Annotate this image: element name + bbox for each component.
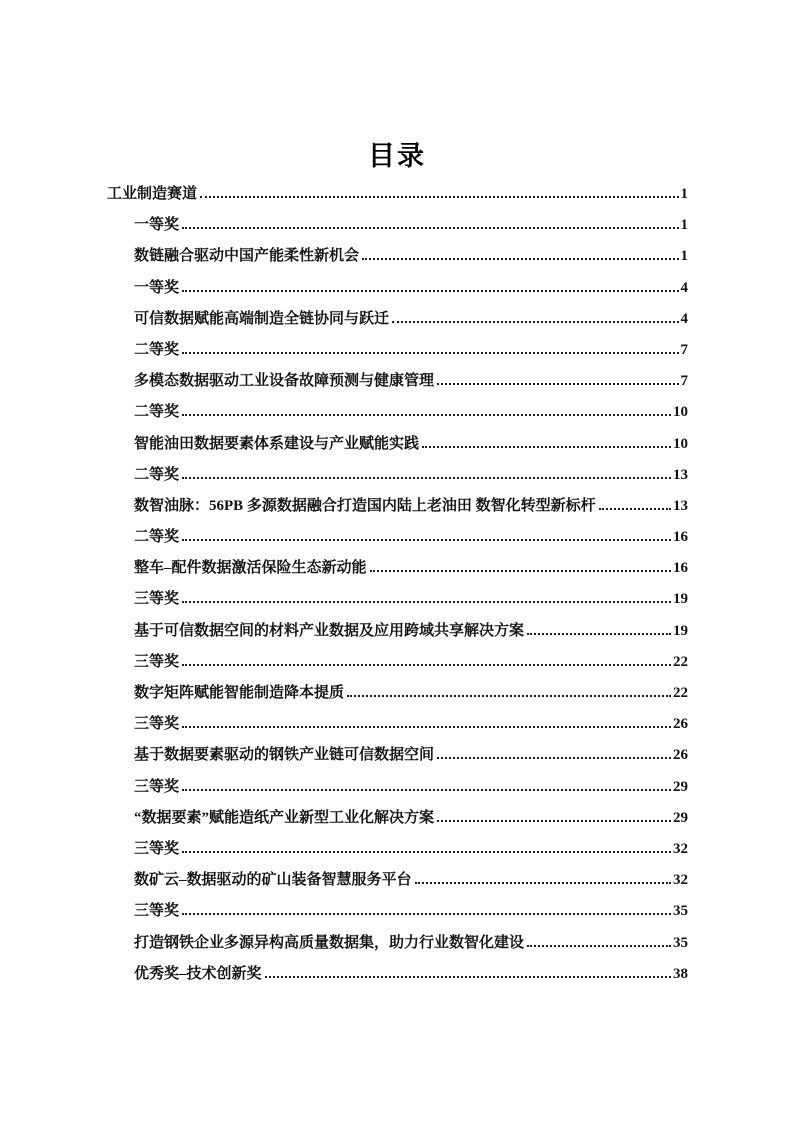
toc-entry[interactable] [107, 683, 688, 714]
toc-entry-label: 二等奖 [134, 529, 180, 546]
toc-entry-label: “数据要素”赋能造纸产业新型工业化解决方案 [134, 809, 435, 826]
toc-entry-page: 1 [680, 248, 688, 265]
toc-entry-page: 7 [680, 373, 688, 390]
toc-entry[interactable] [107, 808, 688, 839]
toc-entry[interactable] [107, 402, 688, 433]
toc-entry-label: 优秀奖–技术创新奖 [134, 965, 262, 982]
toc-entry[interactable] [107, 901, 688, 932]
dot-leader [182, 414, 671, 416]
toc-entry[interactable] [107, 839, 688, 870]
toc-entry-page: 1 [680, 217, 688, 234]
toc-entry[interactable] [107, 309, 688, 340]
toc-entry-label: 三等奖 [134, 591, 180, 608]
toc-entry[interactable] [107, 589, 688, 620]
toc-entry-page: 19 [673, 622, 688, 639]
toc-entry[interactable] [107, 184, 688, 215]
toc-entry[interactable] [107, 652, 688, 683]
toc-entry-page: 29 [673, 778, 688, 795]
dot-leader [182, 227, 678, 229]
toc-entry-label: 三等奖 [134, 716, 180, 733]
toc-entry-page: 35 [673, 903, 688, 920]
toc-entry-label: 基于数据要素驱动的钢铁产业链可信数据空间 [134, 747, 435, 764]
dot-leader [182, 601, 671, 603]
toc-entry-page: 26 [673, 747, 688, 764]
toc-entry-label: 二等奖 [134, 341, 180, 358]
toc-entry-label: 整车–配件数据激活保险生态新动能 [134, 560, 367, 577]
dot-leader [265, 976, 671, 978]
toc-entry-page: 35 [673, 934, 688, 951]
dot-leader [437, 383, 678, 385]
toc-entry-page: 32 [673, 840, 688, 857]
dot-leader [182, 290, 678, 292]
dot-leader [370, 570, 671, 572]
toc-entry-page: 22 [673, 685, 688, 701]
toc-entry[interactable] [107, 434, 688, 465]
toc-entry-label: 基于可信数据空间的材料产业数据及应用跨域共享解决方案 [134, 622, 525, 639]
toc-entry-label: 智能油田数据要素体系建设与产业赋能实践 [134, 435, 420, 452]
dot-leader [422, 446, 671, 448]
toc-entry-page: 29 [673, 809, 688, 826]
toc-entry-label: 数链融合驱动中国产能柔性新机会 [134, 248, 360, 265]
toc-entry-page: 16 [673, 560, 688, 577]
toc-entry-label: 二等奖 [134, 404, 180, 421]
toc-entry[interactable] [107, 246, 688, 277]
dot-leader [347, 695, 671, 697]
toc-entry[interactable] [107, 527, 688, 558]
toc-title: 目录 [368, 141, 426, 171]
dot-leader [200, 196, 678, 198]
toc-entry-page: 13 [673, 497, 688, 514]
toc-entry[interactable] [107, 340, 688, 371]
toc-entry-page: 1 [680, 186, 688, 202]
toc-entry-label: 打造钢铁企业多源异构高质量数据集，助力行业数智化建设 [134, 934, 525, 951]
dot-leader [182, 726, 671, 728]
toc-entry[interactable] [107, 621, 688, 652]
dot-leader [182, 789, 671, 791]
dot-leader [415, 882, 671, 884]
dot-leader [182, 477, 671, 479]
toc-entry[interactable] [107, 278, 688, 309]
dot-leader [527, 633, 671, 635]
toc-entry[interactable] [107, 745, 688, 776]
dot-leader [362, 258, 678, 260]
dot-leader [182, 913, 671, 915]
dot-leader [599, 508, 671, 510]
dot-leader [392, 321, 678, 323]
toc-entry-page: 22 [673, 653, 688, 670]
toc-entry-label: 二等奖 [134, 466, 180, 483]
toc-entry-label: 三等奖 [134, 653, 180, 670]
toc-entry-label: 工业制造赛道 [107, 186, 198, 202]
toc-entry-page: 10 [673, 404, 688, 421]
toc-entry-page: 7 [680, 341, 688, 358]
dot-leader [182, 664, 671, 666]
toc-entry-page: 4 [680, 310, 688, 327]
toc-entry-label: 数矿云–数据驱动的矿山装备智慧服务平台 [134, 872, 412, 889]
toc-entry-label: 数字矩阵赋能智能制造降本提质 [134, 685, 345, 701]
dot-leader [437, 757, 671, 759]
toc-entry-page: 19 [673, 591, 688, 608]
toc-entry-label: 三等奖 [134, 778, 180, 795]
dot-leader [437, 820, 671, 822]
toc-entry[interactable] [107, 558, 688, 589]
toc-entry-page: 38 [673, 965, 688, 982]
toc-entry-page: 10 [673, 435, 688, 452]
toc-entry-label: 数智油脉：56PB 多源数据融合打造国内陆上老油田 数智化转型新标杆 [134, 497, 596, 514]
toc-entry[interactable] [107, 465, 688, 496]
toc-entry-page: 16 [673, 529, 688, 546]
toc-entry-page: 32 [673, 872, 688, 889]
toc-entry-label: 一等奖 [134, 217, 180, 234]
toc-entry-page: 4 [680, 279, 688, 296]
toc-entry-label: 三等奖 [134, 903, 180, 920]
table-of-contents [107, 184, 688, 995]
dot-leader [527, 945, 671, 947]
toc-entry-label: 三等奖 [134, 840, 180, 857]
toc-entry-label: 可信数据赋能高端制造全链协同与跃迁 [134, 310, 390, 327]
toc-entry[interactable] [107, 933, 688, 964]
toc-entry-page: 26 [673, 716, 688, 733]
toc-entry[interactable] [107, 870, 688, 901]
toc-entry[interactable] [107, 777, 688, 808]
toc-entry[interactable] [107, 714, 688, 745]
dot-leader [182, 851, 671, 853]
toc-entry-label: 多模态数据驱动工业设备故障预测与健康管理 [134, 373, 435, 390]
toc-entry[interactable] [107, 964, 688, 995]
dot-leader [182, 352, 678, 354]
toc-entry[interactable] [107, 496, 688, 527]
toc-entry[interactable] [107, 371, 688, 402]
toc-entry-page: 13 [673, 466, 688, 483]
dot-leader [182, 539, 671, 541]
toc-entry-label: 一等奖 [134, 279, 180, 296]
toc-entry[interactable] [107, 215, 688, 246]
